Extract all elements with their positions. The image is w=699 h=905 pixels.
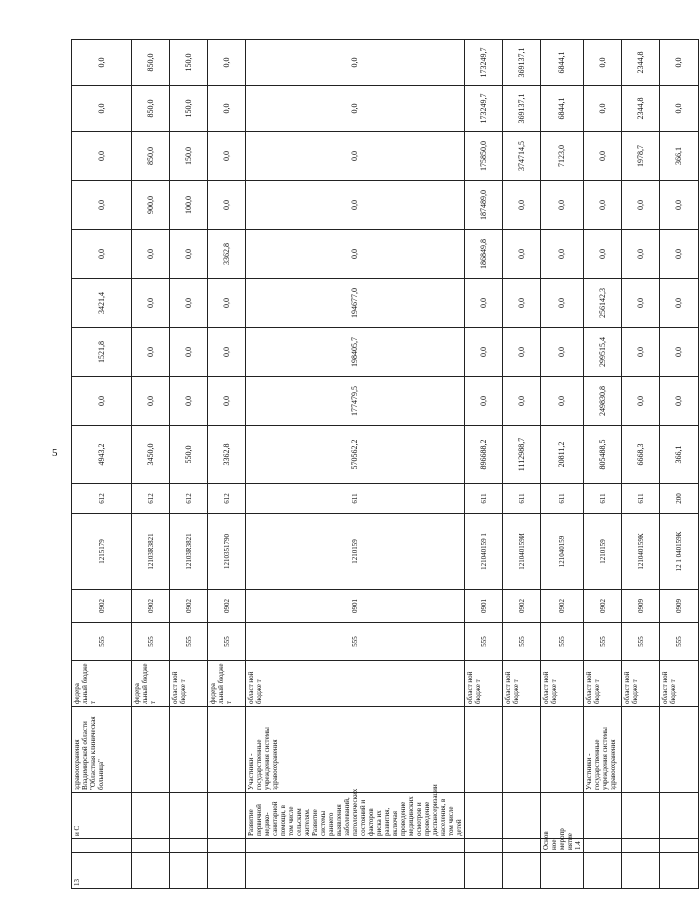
rotated-table-container bbox=[71, 40, 683, 889]
amount-cell: 0,0 bbox=[72, 181, 132, 230]
amount-cell: 0,0 bbox=[660, 86, 699, 132]
table-row bbox=[465, 40, 503, 889]
vr-cell: 612 bbox=[208, 484, 246, 514]
amount-cell: 0,0 bbox=[170, 328, 208, 377]
amount-cell: 369137,1 bbox=[503, 40, 541, 86]
amount-cell: 194677,0 bbox=[246, 279, 465, 328]
amount-cell: 3362,8 bbox=[208, 230, 246, 279]
row-number-cell bbox=[465, 853, 503, 889]
activity-name-cell bbox=[660, 793, 699, 839]
rzpr-cell: 0909 bbox=[622, 590, 660, 623]
table-row bbox=[541, 40, 584, 889]
amount-cell: 150,0 bbox=[170, 132, 208, 181]
amount-cell: 150,0 bbox=[170, 86, 208, 132]
row-number-cell bbox=[170, 853, 208, 889]
executor-cell: Участники - государственные учреждения системы здравоохранения bbox=[246, 707, 465, 793]
row-number-cell bbox=[132, 853, 170, 889]
budget-source-cell: област ной бюдже т bbox=[246, 661, 465, 707]
csr-cell: 1210351790 bbox=[208, 514, 246, 590]
activity-code-cell bbox=[660, 839, 699, 853]
amount-cell: 3450,0 bbox=[132, 426, 170, 484]
budget-source-cell: област ной бюдже т bbox=[170, 661, 208, 707]
amount-cell: 0,0 bbox=[584, 86, 622, 132]
csr-cell: 12103R3821 bbox=[170, 514, 208, 590]
row-number-cell: 13 bbox=[72, 853, 132, 889]
amount-cell: 1521,8 bbox=[72, 328, 132, 377]
grbs-cell: 555 bbox=[132, 623, 170, 661]
activity-name-cell bbox=[622, 793, 660, 839]
executor-cell bbox=[622, 707, 660, 793]
amount-cell: 0,0 bbox=[660, 181, 699, 230]
amount-cell: 0,0 bbox=[660, 40, 699, 86]
budget-source-cell: федера льный бюдже т bbox=[72, 661, 132, 707]
executor-cell bbox=[170, 707, 208, 793]
vr-cell: 611 bbox=[584, 484, 622, 514]
budget-source-cell: област ной бюдже т bbox=[503, 661, 541, 707]
amount-cell: 150,0 bbox=[170, 40, 208, 86]
rzpr-cell: 0902 bbox=[541, 590, 584, 623]
amount-cell: 0,0 bbox=[208, 181, 246, 230]
grbs-cell: 555 bbox=[170, 623, 208, 661]
activity-name-cell: и С bbox=[72, 793, 132, 839]
amount-cell: 0,0 bbox=[622, 328, 660, 377]
amount-cell: 0,0 bbox=[584, 230, 622, 279]
budget-source-cell: област ной бюдже т bbox=[660, 661, 699, 707]
amount-cell: 0,0 bbox=[246, 230, 465, 279]
amount-cell: 0,0 bbox=[584, 181, 622, 230]
activity-code-cell bbox=[503, 839, 541, 853]
csr-cell: 121040159К bbox=[622, 514, 660, 590]
vr-cell: 612 bbox=[170, 484, 208, 514]
amount-cell: 0,0 bbox=[208, 328, 246, 377]
table-row bbox=[72, 40, 132, 889]
amount-cell: 0,0 bbox=[465, 279, 503, 328]
amount-cell: 900,0 bbox=[132, 181, 170, 230]
vr-cell: 611 bbox=[622, 484, 660, 514]
vr-cell: 611 bbox=[465, 484, 503, 514]
grbs-cell: 555 bbox=[465, 623, 503, 661]
amount-cell: 0,0 bbox=[660, 377, 699, 426]
amount-cell: 0,0 bbox=[208, 132, 246, 181]
amount-cell: 100,0 bbox=[170, 181, 208, 230]
activity-name-cell bbox=[465, 793, 503, 839]
amount-cell: 0,0 bbox=[541, 377, 584, 426]
amount-cell: 0,0 bbox=[465, 377, 503, 426]
amount-cell: 6668,3 bbox=[622, 426, 660, 484]
rzpr-cell: 0901 bbox=[246, 590, 465, 623]
amount-cell: 896688,2 bbox=[465, 426, 503, 484]
amount-cell: 299515,4 bbox=[584, 328, 622, 377]
amount-cell: 0,0 bbox=[170, 279, 208, 328]
amount-cell: 0,0 bbox=[465, 328, 503, 377]
vr-cell: 611 bbox=[246, 484, 465, 514]
amount-cell: 0,0 bbox=[246, 181, 465, 230]
table-row bbox=[584, 40, 622, 889]
executor-cell bbox=[541, 707, 584, 793]
activity-code-cell bbox=[465, 839, 503, 853]
budget-source-cell: федера льный бюдже т bbox=[132, 661, 170, 707]
budget-source-cell: област ной бюдже т bbox=[584, 661, 622, 707]
amount-cell: 550,0 bbox=[170, 426, 208, 484]
amount-cell: 366,1 bbox=[660, 426, 699, 484]
activity-code-cell bbox=[622, 839, 660, 853]
amount-cell: 0,0 bbox=[541, 230, 584, 279]
amount-cell: 0,0 bbox=[660, 328, 699, 377]
executor-cell: здравоохранения Владимирской области "Областная клиническая больница" bbox=[72, 707, 132, 793]
csr-cell: 1210159 bbox=[584, 514, 622, 590]
amount-cell: 2344,8 bbox=[622, 86, 660, 132]
amount-cell: 0,0 bbox=[541, 328, 584, 377]
executor-cell: Участники - государственные учреждения системы здравоохранения bbox=[584, 707, 622, 793]
table-row bbox=[246, 40, 465, 889]
amount-cell: 0,0 bbox=[622, 279, 660, 328]
amount-cell: 0,0 bbox=[246, 40, 465, 86]
activity-code-cell bbox=[132, 839, 170, 853]
rzpr-cell: 0902 bbox=[208, 590, 246, 623]
csr-cell: 1215179 bbox=[72, 514, 132, 590]
activity-name-cell bbox=[208, 793, 246, 839]
activity-name-cell bbox=[132, 793, 170, 839]
amount-cell: 570562,2 bbox=[246, 426, 465, 484]
row-number-cell bbox=[660, 853, 699, 889]
table-row bbox=[503, 40, 541, 889]
amount-cell: 0,0 bbox=[72, 86, 132, 132]
row-number-cell bbox=[584, 853, 622, 889]
activity-name-cell bbox=[170, 793, 208, 839]
amount-cell: 0,0 bbox=[541, 279, 584, 328]
amount-cell: 0,0 bbox=[132, 377, 170, 426]
amount-cell: 0,0 bbox=[72, 230, 132, 279]
amount-cell: 0,0 bbox=[503, 230, 541, 279]
budget-source-cell: област ной бюдже т bbox=[541, 661, 584, 707]
activity-code-cell bbox=[208, 839, 246, 853]
amount-cell: 0,0 bbox=[622, 181, 660, 230]
amount-cell: 198405,7 bbox=[246, 328, 465, 377]
grbs-cell: 555 bbox=[660, 623, 699, 661]
activity-code-cell bbox=[72, 839, 132, 853]
rzpr-cell: 0909 bbox=[660, 590, 699, 623]
amount-cell: 175850,0 bbox=[465, 132, 503, 181]
amount-cell: 0,0 bbox=[503, 181, 541, 230]
budget-source-cell: област ной бюдже т bbox=[622, 661, 660, 707]
amount-cell: 6844,1 bbox=[541, 40, 584, 86]
amount-cell: 173249,7 bbox=[465, 40, 503, 86]
amount-cell: 0,0 bbox=[660, 230, 699, 279]
vr-cell: 611 bbox=[503, 484, 541, 514]
amount-cell: 366,1 bbox=[660, 132, 699, 181]
row-number-cell bbox=[622, 853, 660, 889]
amount-cell: 256142,3 bbox=[584, 279, 622, 328]
csr-cell: 1210159 bbox=[246, 514, 465, 590]
amount-cell: 1112988,7 bbox=[503, 426, 541, 484]
amount-cell: 6844,1 bbox=[541, 86, 584, 132]
row-number-cell bbox=[541, 853, 584, 889]
amount-cell: 177479,5 bbox=[246, 377, 465, 426]
vr-cell: 611 bbox=[541, 484, 584, 514]
amount-cell: 0,0 bbox=[622, 377, 660, 426]
amount-cell: 0,0 bbox=[208, 279, 246, 328]
amount-cell: 3362,8 bbox=[208, 426, 246, 484]
row-number-cell bbox=[246, 853, 465, 889]
activity-code-cell bbox=[246, 839, 465, 853]
amount-cell: 0,0 bbox=[132, 279, 170, 328]
grbs-cell: 555 bbox=[72, 623, 132, 661]
amount-cell: 805488,5 bbox=[584, 426, 622, 484]
amount-cell: 0,0 bbox=[208, 86, 246, 132]
amount-cell: 0,0 bbox=[132, 328, 170, 377]
executor-cell bbox=[660, 707, 699, 793]
csr-cell: 121040159 1 bbox=[465, 514, 503, 590]
vr-cell: 612 bbox=[72, 484, 132, 514]
amount-cell: 0,0 bbox=[72, 377, 132, 426]
activity-name-cell bbox=[584, 793, 622, 839]
amount-cell: 0,0 bbox=[503, 279, 541, 328]
row-number-cell bbox=[503, 853, 541, 889]
rzpr-cell: 0902 bbox=[170, 590, 208, 623]
grbs-cell: 555 bbox=[208, 623, 246, 661]
rzpr-cell: 0902 bbox=[503, 590, 541, 623]
grbs-cell: 555 bbox=[584, 623, 622, 661]
vr-cell: 200 bbox=[660, 484, 699, 514]
grbs-cell: 555 bbox=[503, 623, 541, 661]
amount-cell: 0,0 bbox=[660, 279, 699, 328]
budget-table bbox=[71, 39, 699, 889]
csr-cell: 12 1 040159К bbox=[660, 514, 699, 590]
csr-cell: 12103R3821 bbox=[132, 514, 170, 590]
budget-source-cell: област ной бюдже т bbox=[465, 661, 503, 707]
amount-cell: 0,0 bbox=[208, 40, 246, 86]
amount-cell: 0,0 bbox=[541, 181, 584, 230]
amount-cell: 369137,1 bbox=[503, 86, 541, 132]
activity-code-cell bbox=[584, 839, 622, 853]
grbs-cell: 555 bbox=[622, 623, 660, 661]
amount-cell: 0,0 bbox=[170, 377, 208, 426]
rzpr-cell: 0901 bbox=[465, 590, 503, 623]
rzpr-cell: 0902 bbox=[72, 590, 132, 623]
amount-cell: 0,0 bbox=[72, 132, 132, 181]
amount-cell: 0,0 bbox=[622, 230, 660, 279]
executor-cell bbox=[503, 707, 541, 793]
vr-cell: 612 bbox=[132, 484, 170, 514]
amount-cell: 4943,2 bbox=[72, 426, 132, 484]
amount-cell: 186849,8 bbox=[465, 230, 503, 279]
activity-name-cell: Развитие первичной медико-санитарной помощи, в том числе сельским жителям. Развитие системы раннего выявления заболеваний, патологических состояний и факторов риска их развития, включая проведение медицинских осмотров и проведение диспансеризации населения, в том числе детей bbox=[246, 793, 465, 839]
amount-cell: 0,0 bbox=[584, 40, 622, 86]
amount-cell: 0,0 bbox=[246, 86, 465, 132]
table-row bbox=[660, 40, 699, 889]
amount-cell: 374714,5 bbox=[503, 132, 541, 181]
amount-cell: 249830,8 bbox=[584, 377, 622, 426]
budget-source-cell: федера льный бюдже т bbox=[208, 661, 246, 707]
amount-cell: 0,0 bbox=[208, 377, 246, 426]
amount-cell: 0,0 bbox=[584, 132, 622, 181]
executor-cell bbox=[208, 707, 246, 793]
amount-cell: 0,0 bbox=[72, 40, 132, 86]
amount-cell: 0,0 bbox=[170, 230, 208, 279]
rzpr-cell: 0902 bbox=[132, 590, 170, 623]
activity-name-cell bbox=[503, 793, 541, 839]
grbs-cell: 555 bbox=[541, 623, 584, 661]
amount-cell: 0,0 bbox=[132, 230, 170, 279]
table-row bbox=[622, 40, 660, 889]
amount-cell: 0,0 bbox=[246, 132, 465, 181]
page-number: 5 bbox=[52, 447, 58, 459]
amount-cell: 2344,8 bbox=[622, 40, 660, 86]
amount-cell: 850,0 bbox=[132, 132, 170, 181]
amount-cell: 187489,0 bbox=[465, 181, 503, 230]
table-row bbox=[170, 40, 208, 889]
amount-cell: 0,0 bbox=[503, 328, 541, 377]
rzpr-cell: 0902 bbox=[584, 590, 622, 623]
activity-code-cell bbox=[170, 839, 208, 853]
amount-cell: 3421,4 bbox=[72, 279, 132, 328]
amount-cell: 850,0 bbox=[132, 86, 170, 132]
grbs-cell: 555 bbox=[246, 623, 465, 661]
amount-cell: 1978,7 bbox=[622, 132, 660, 181]
table-row bbox=[132, 40, 170, 889]
csr-cell: 121040159И bbox=[503, 514, 541, 590]
row-number-cell bbox=[208, 853, 246, 889]
executor-cell bbox=[132, 707, 170, 793]
amount-cell: 7123,0 bbox=[541, 132, 584, 181]
amount-cell: 173249,7 bbox=[465, 86, 503, 132]
executor-cell bbox=[465, 707, 503, 793]
csr-cell: 121040159 bbox=[541, 514, 584, 590]
amount-cell: 20811,2 bbox=[541, 426, 584, 484]
amount-cell: 0,0 bbox=[503, 377, 541, 426]
activity-code-cell: Основ ное меропр иятие 1.4 bbox=[541, 839, 584, 853]
table-row bbox=[208, 40, 246, 889]
amount-cell: 850,0 bbox=[132, 40, 170, 86]
